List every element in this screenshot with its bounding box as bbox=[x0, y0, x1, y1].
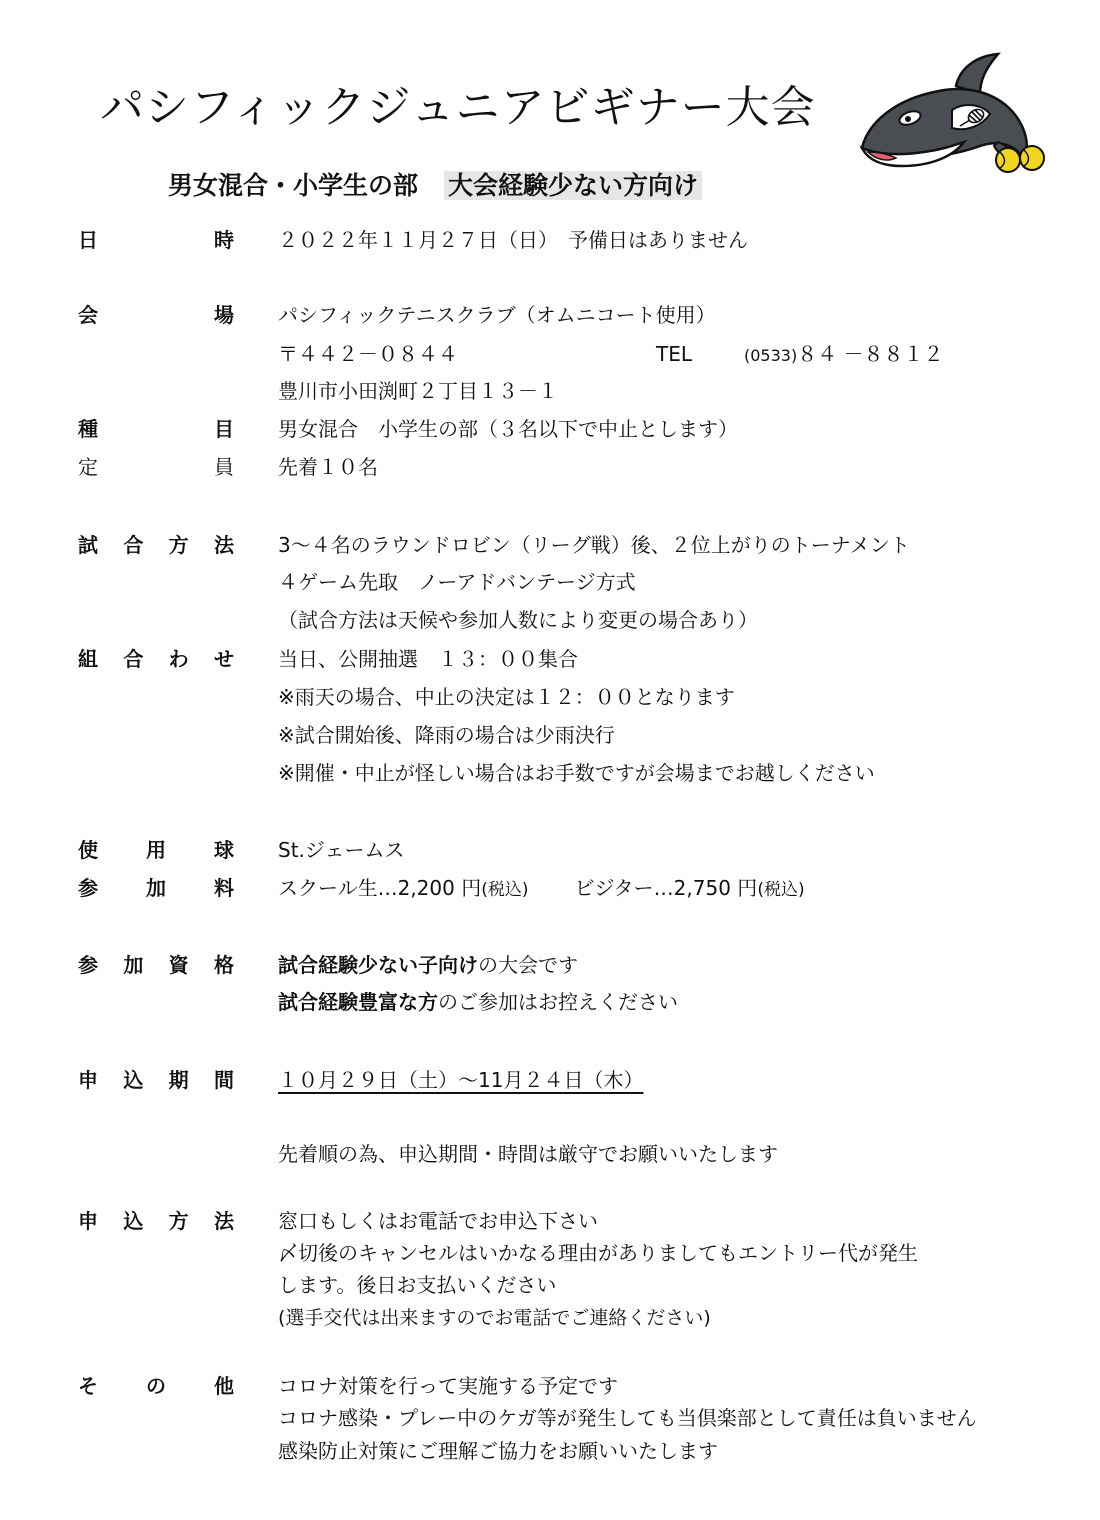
fee-school-tax: (税込) bbox=[481, 880, 529, 900]
label-event: 種 目 bbox=[78, 417, 234, 441]
other-line: コロナ感染・プレー中のケガ等が発生しても当倶楽部として責任は負いません bbox=[278, 1406, 977, 1430]
tennis-ball-icon bbox=[996, 148, 1020, 172]
tel-number: (0533)８４ －８８１２ bbox=[744, 342, 944, 366]
label-period: 申 込 期 間 bbox=[78, 1068, 234, 1092]
label-fee: 参 加 料 bbox=[78, 876, 234, 900]
ball-value: St.ジェームス bbox=[278, 838, 405, 862]
label-format: 試 合 方 法 bbox=[78, 533, 234, 557]
orca-eye bbox=[905, 116, 911, 122]
method-line: します。後日お支払いください bbox=[278, 1273, 557, 1297]
event-value: 男女混合 小学生の部（３名以下で中止とします） bbox=[278, 417, 738, 441]
eligibility-line: 試合経験少ない子向けの大会です bbox=[278, 953, 578, 977]
draw-line: 当日、公開抽選 １３：００集合 bbox=[278, 647, 578, 671]
period-value: １０月２９日（土）～11月２４日（木） bbox=[278, 1068, 644, 1092]
method-line: 〆切後のキャンセルはいかなる理由がありましてもエントリー代が発生 bbox=[278, 1241, 918, 1265]
date-value: ２０２２年１１月２７日（日） 予備日はありません bbox=[278, 228, 748, 252]
tel-label: TEL bbox=[656, 342, 692, 366]
label-draw: 組 合 わ せ bbox=[78, 647, 234, 671]
other-line: コロナ対策を行って実施する予定です bbox=[278, 1374, 618, 1398]
method-line: (選手交代は出来ますのでお電話でご連絡ください) bbox=[278, 1307, 711, 1329]
fee-value bbox=[278, 874, 805, 904]
format-line: （試合方法は天候や参加人数により変更の場合あり） bbox=[278, 608, 758, 632]
subtitle bbox=[168, 168, 702, 204]
draw-line: ※開催・中止が怪しい場合はお手数ですが会場までお越しください bbox=[278, 761, 875, 785]
eligibility-line: 試合経験豊富な方のご参加はお控えください bbox=[278, 990, 678, 1014]
period-note: 先着順の為、申込期間・時間は厳守でお願いいたします bbox=[278, 1142, 778, 1166]
method-line: 窓口もしくはお電話でお申込下さい bbox=[278, 1209, 598, 1233]
venue-address: 豊川市小田渕町２丁目１３－１ bbox=[278, 379, 558, 403]
other-line: 感染防止対策にご理解ご協力をお願いいたします bbox=[278, 1439, 718, 1463]
label-venue: 会 場 bbox=[78, 303, 234, 327]
subtitle-category: 男女混合・小学生の部 bbox=[168, 171, 419, 200]
format-line: 3～４名のラウンドロビン（リーグ戦）後、２位上がりのトーナメント bbox=[278, 533, 910, 557]
orca-mascot-illustration bbox=[848, 48, 1048, 188]
fee-visitor-tax: (税込) bbox=[757, 880, 805, 900]
label-ball: 使 用 球 bbox=[78, 838, 234, 862]
page-title: パシフィックジュニアビギナー大会 bbox=[100, 82, 816, 133]
subtitle-highlight: 大会経験少ない方向け bbox=[444, 171, 702, 200]
fee-visitor: ビジター…2,750 円 bbox=[574, 876, 758, 900]
format-line: ４ゲーム先取 ノーアドバンテージ方式 bbox=[278, 570, 636, 594]
draw-line: ※雨天の場合、中止の決定は１２：００となります bbox=[278, 685, 735, 709]
label-other: そ の 他 bbox=[78, 1374, 234, 1398]
draw-line: ※試合開始後、降雨の場合は少雨決行 bbox=[278, 723, 615, 747]
label-eligibility: 参 加 資 格 bbox=[78, 953, 234, 977]
label-method: 申 込 方 法 bbox=[78, 1209, 234, 1233]
tennis-ball-icon bbox=[1020, 146, 1044, 170]
label-date: 日 時 bbox=[78, 228, 234, 252]
label-capacity: 定 員 bbox=[78, 455, 234, 479]
capacity-value: 先着１０名 bbox=[278, 455, 378, 479]
venue-name: パシフィックテニスクラブ（オムニコート使用） bbox=[278, 303, 716, 327]
fee-school: スクール生…2,200 円 bbox=[278, 876, 482, 900]
venue-postal: 〒４４２－０８４４ bbox=[278, 342, 458, 366]
